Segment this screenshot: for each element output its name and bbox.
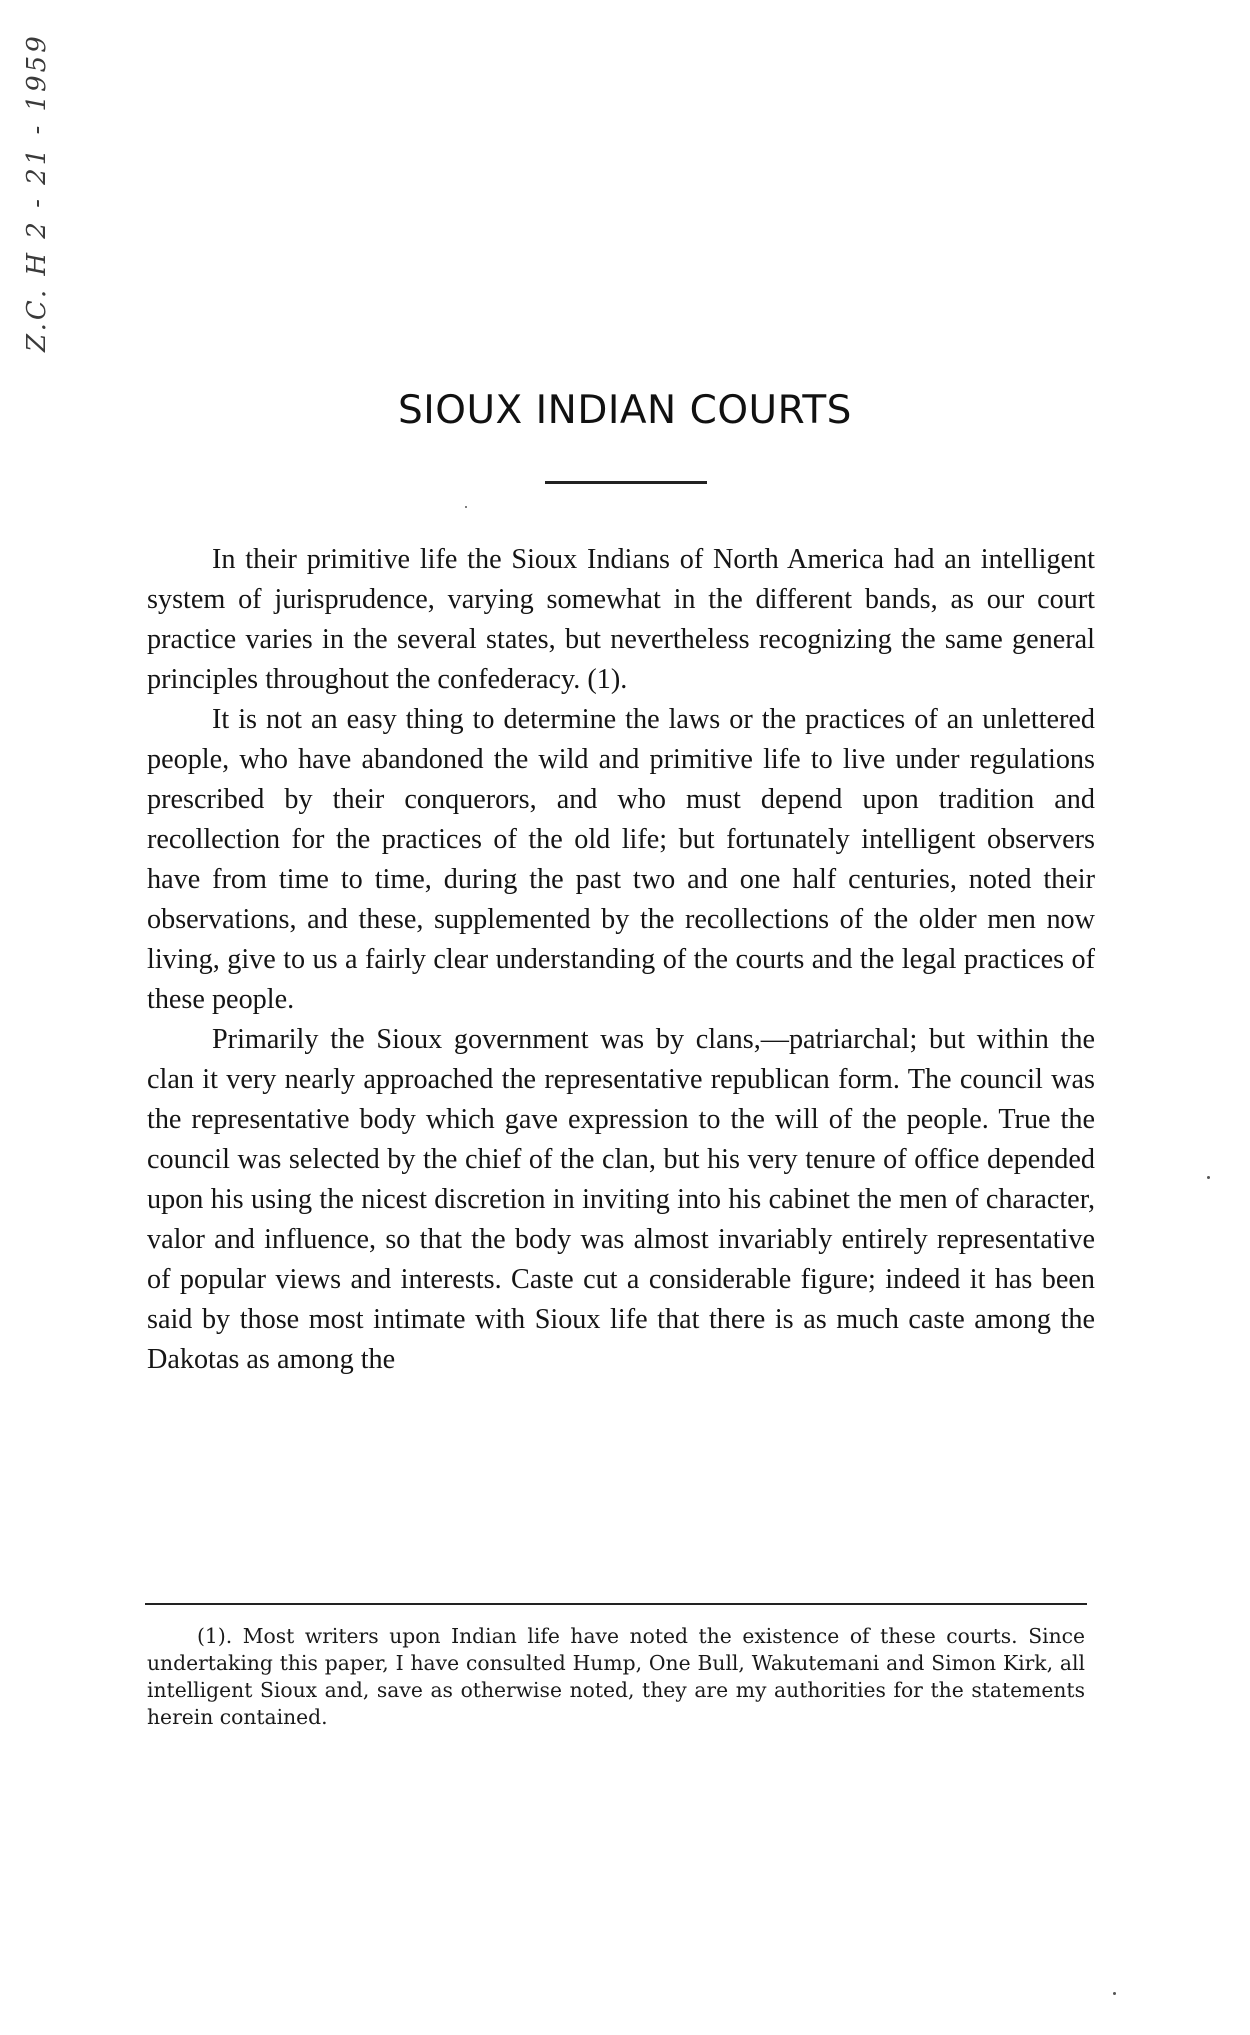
paragraph-2: It is not an easy thing to determine the laws or the practices of an unlettered people, who have abandoned the wild and primitive life to live under regulations prescribed by their conquerors, and who must depend upon tradition and recollection for the practices of the old life; but fortunately intelligent observers have from time to time, during the past two and one half centuries, noted their observations, and these, supplemented by the recollections of the older men now living, give to us a fairly clear understanding of the courts and the legal practices of these people.: [147, 704, 1095, 1015]
scan-speck: [465, 506, 467, 508]
handwritten-annotation-text: Z.C. H 2 - 21 - 1959: [22, 33, 52, 352]
footnote-divider: [145, 1603, 1087, 1605]
paragraph-1: In their primitive life the Sioux Indians of North America had an intelligent system of jurisprudence, varying somewhat in the different bands, as our court practice varies in the several states, but nevertheless recognizing the same general principles throughout the confederacy. (1).: [147, 544, 1095, 695]
page-title: SIOUX INDIAN COURTS: [398, 388, 852, 433]
scan-speck: [1113, 1992, 1116, 1995]
title-divider: [545, 481, 707, 484]
scan-speck: [1207, 1176, 1210, 1179]
paragraph-3: Primarily the Sioux government was by clans,—patriarchal; but within the clan it very nearly approached the representative republican form. The council was the representative body which gave expression to the will of the people. True the council was selected by the chief of the clan, but his very tenure of office depended upon his using the nicest discretion in inviting into his cabinet the men of character, valor and influence, so that the body was almost invariably entirely representative of popular views and interests. Caste cut a considerable figure; indeed it has been said by those most intimate with Sioux life that there is as much caste among the Dakotas as among the: [147, 1024, 1095, 1375]
footnote: (1). Most writers upon Indian life have noted the existence of these courts. Since undertaking this paper, I have consulted Hump, One Bull, Wakutemani and Simon Kirk, all intelligent Sioux and, save as otherwise noted, they are my authorities for the statements herein contained.: [147, 1624, 1085, 1729]
body-text: [147, 540, 1095, 1380]
handwritten-annotation: [4, 33, 74, 352]
